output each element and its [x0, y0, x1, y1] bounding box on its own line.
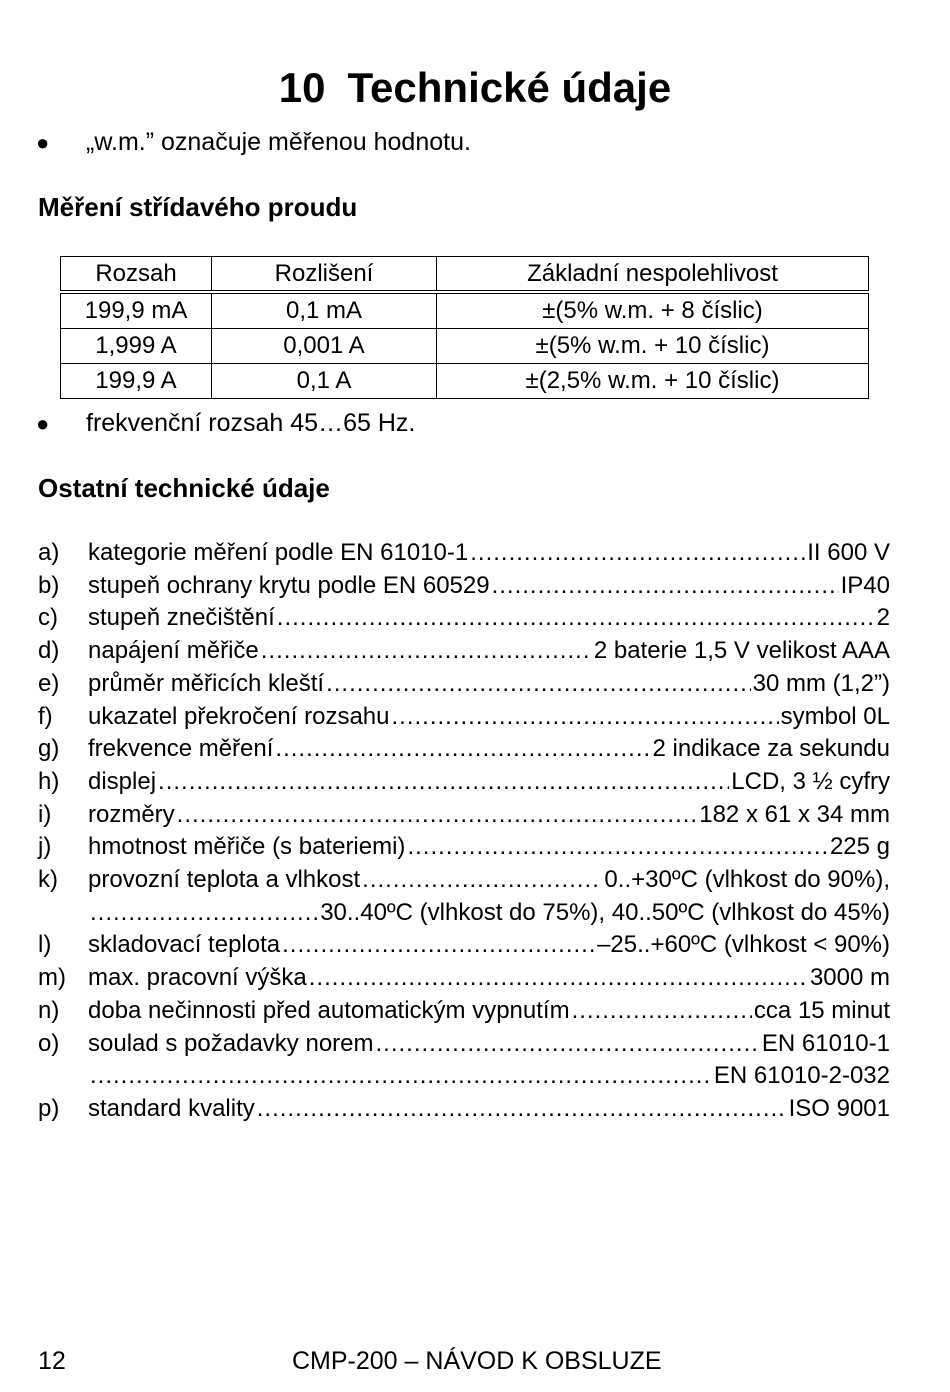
- spec-label: d): [38, 637, 60, 665]
- note-bullet: [36, 127, 471, 158]
- spec-item: [38, 766, 890, 799]
- spec-text: stupeň znečištění: [88, 604, 275, 632]
- spec-label: o): [38, 1029, 60, 1057]
- spec-value: 225 g: [829, 833, 890, 861]
- page-title: [0, 62, 950, 114]
- dot-leader: [309, 962, 808, 995]
- section-heading-ac-current: Měření střídavého proudu: [38, 192, 358, 222]
- spec-value: symbol 0L: [780, 702, 890, 730]
- note-text: „w.m.” označuje měřenou hodnotu.: [86, 128, 471, 156]
- spec-label: c): [38, 604, 58, 632]
- dot-leader: [277, 602, 875, 635]
- spec-item: [38, 570, 890, 603]
- spec-label: p): [38, 1094, 60, 1122]
- spec-value: 0..+30ºC (vlhkost do 90%),: [604, 866, 890, 894]
- spec-text: standard kvality: [88, 1094, 255, 1122]
- spec-text: stupeň ochrany krytu podle EN 60529: [88, 571, 490, 599]
- spec-text: ukazatel překročení rozsahu: [88, 702, 390, 730]
- spec-value: 2 baterie 1,5 V velikost AAA: [593, 637, 890, 665]
- dot-leader: [470, 537, 805, 570]
- spec-text: displej: [88, 767, 157, 795]
- spec-item: [38, 1028, 890, 1061]
- column-header: Rozsah: [61, 257, 212, 293]
- spec-item: [38, 962, 890, 995]
- spec-label: e): [38, 669, 60, 697]
- spec-item: [38, 897, 890, 930]
- table-row: [61, 329, 869, 364]
- spec-text: provozní teplota a vlhkost: [88, 866, 361, 894]
- spec-text: doba nečinnosti před automatickým vypnutím: [88, 996, 570, 1024]
- spec-value: LCD, 3 ½ cyfry: [731, 767, 890, 795]
- table-row: [61, 364, 869, 399]
- dot-leader: [90, 1060, 712, 1093]
- spec-text: rozměry: [88, 800, 175, 828]
- dot-leader: [282, 929, 595, 962]
- spec-value: 2 indikace za sekundu: [652, 735, 890, 763]
- table-cell: ±(2,5% w.m. + 10 číslic): [437, 364, 869, 399]
- spec-item: [38, 668, 890, 701]
- page-number: 12: [38, 1347, 66, 1375]
- table-row: [61, 292, 869, 329]
- spec-value: EN 61010-1: [761, 1029, 890, 1057]
- dot-leader: [362, 864, 602, 897]
- table-header-row: [61, 257, 869, 293]
- dot-leader: [275, 733, 650, 766]
- spec-item: [38, 635, 890, 668]
- table-cell: 0,1 mA: [212, 292, 437, 329]
- spec-text: max. pracovní výška: [88, 964, 307, 992]
- table-cell: 199,9 mA: [61, 292, 212, 329]
- spec-value: II 600 V: [807, 539, 890, 566]
- column-header: Rozlišení: [212, 257, 437, 293]
- spec-label: j): [38, 833, 52, 861]
- table-cell: ±(5% w.m. + 10 číslic): [437, 329, 869, 364]
- frequency-text: frekvenční rozsah 45…65 Hz.: [86, 409, 416, 437]
- spec-value: IP40: [840, 571, 890, 599]
- dot-leader: [407, 831, 828, 864]
- frequency-bullet: [36, 408, 415, 439]
- spec-value: cca 15 minut: [753, 996, 890, 1024]
- spec-item: [38, 831, 890, 864]
- spec-text: skladovací teplota: [88, 931, 281, 959]
- dot-leader: [158, 766, 729, 799]
- spec-item: [38, 799, 890, 832]
- spec-item: [38, 537, 890, 570]
- spec-text: hmotnost měřiče (s bateriemi): [88, 833, 406, 861]
- specs-list: [38, 537, 890, 1126]
- spec-text: napájení měřiče: [88, 637, 259, 665]
- dot-leader: [90, 897, 318, 930]
- spec-label: n): [38, 996, 60, 1024]
- dot-leader: [492, 570, 839, 603]
- ac-current-table: [60, 256, 869, 399]
- chapter-number: 10: [278, 64, 326, 111]
- spec-label: m): [38, 964, 66, 992]
- dot-leader: [572, 995, 752, 1028]
- spec-value: ISO 9001: [788, 1094, 890, 1122]
- spec-value: 30 mm (1,2”): [752, 669, 890, 697]
- spec-item: [38, 733, 890, 766]
- dot-leader: [326, 668, 751, 701]
- spec-label: g): [38, 735, 60, 763]
- footer-doc-title: CMP-200 – NÁVOD K OBSLUZE: [292, 1347, 662, 1375]
- spec-text: frekvence měření: [88, 735, 274, 763]
- dot-leader: [257, 1093, 787, 1126]
- spec-label: h): [38, 767, 60, 795]
- table-cell: 0,001 A: [212, 329, 437, 364]
- table-cell: ±(5% w.m. + 8 číslic): [437, 292, 869, 329]
- spec-label: l): [38, 931, 52, 959]
- spec-item: [38, 701, 890, 734]
- spec-label: a): [38, 539, 60, 566]
- spec-label: k): [38, 866, 58, 894]
- spec-label: b): [38, 571, 60, 599]
- spec-label: f): [38, 702, 53, 730]
- spec-text: soulad s požadavky norem: [88, 1029, 374, 1057]
- spec-value: 30..40ºC (vlhkost do 75%), 40..50ºC (vlhkost do 45%): [320, 898, 890, 926]
- spec-item: [38, 995, 890, 1028]
- spec-value: EN 61010-2-032: [713, 1062, 890, 1090]
- spec-item: [38, 602, 890, 635]
- dot-leader: [392, 701, 779, 734]
- spec-item: [38, 864, 890, 897]
- dot-leader: [177, 799, 698, 832]
- table-cell: 0,1 A: [212, 364, 437, 399]
- table-cell: 1,999 A: [61, 329, 212, 364]
- bullet-icon: ●: [36, 130, 50, 155]
- spec-item: [38, 1060, 890, 1093]
- chapter-title: Technické údaje: [347, 64, 672, 111]
- spec-value: –25..+60ºC (vlhkost < 90%): [597, 931, 890, 959]
- spec-item: [38, 1093, 890, 1126]
- dot-leader: [376, 1028, 760, 1061]
- spec-value: 2: [876, 604, 890, 632]
- table-cell: 199,9 A: [61, 364, 212, 399]
- spec-text: průměr měřicích kleští: [88, 669, 325, 697]
- column-header: Základní nespolehlivost: [437, 257, 869, 293]
- spec-label: i): [38, 800, 52, 828]
- spec-value: 182 x 61 x 34 mm: [699, 800, 890, 828]
- bullet-icon: ●: [36, 411, 50, 436]
- spec-item: [38, 929, 890, 962]
- spec-value: 3000 m: [809, 964, 890, 992]
- dot-leader: [261, 635, 592, 668]
- section-heading-other-specs: Ostatní technické údaje: [38, 473, 330, 503]
- spec-text: kategorie měření podle EN 61010-1: [88, 539, 469, 566]
